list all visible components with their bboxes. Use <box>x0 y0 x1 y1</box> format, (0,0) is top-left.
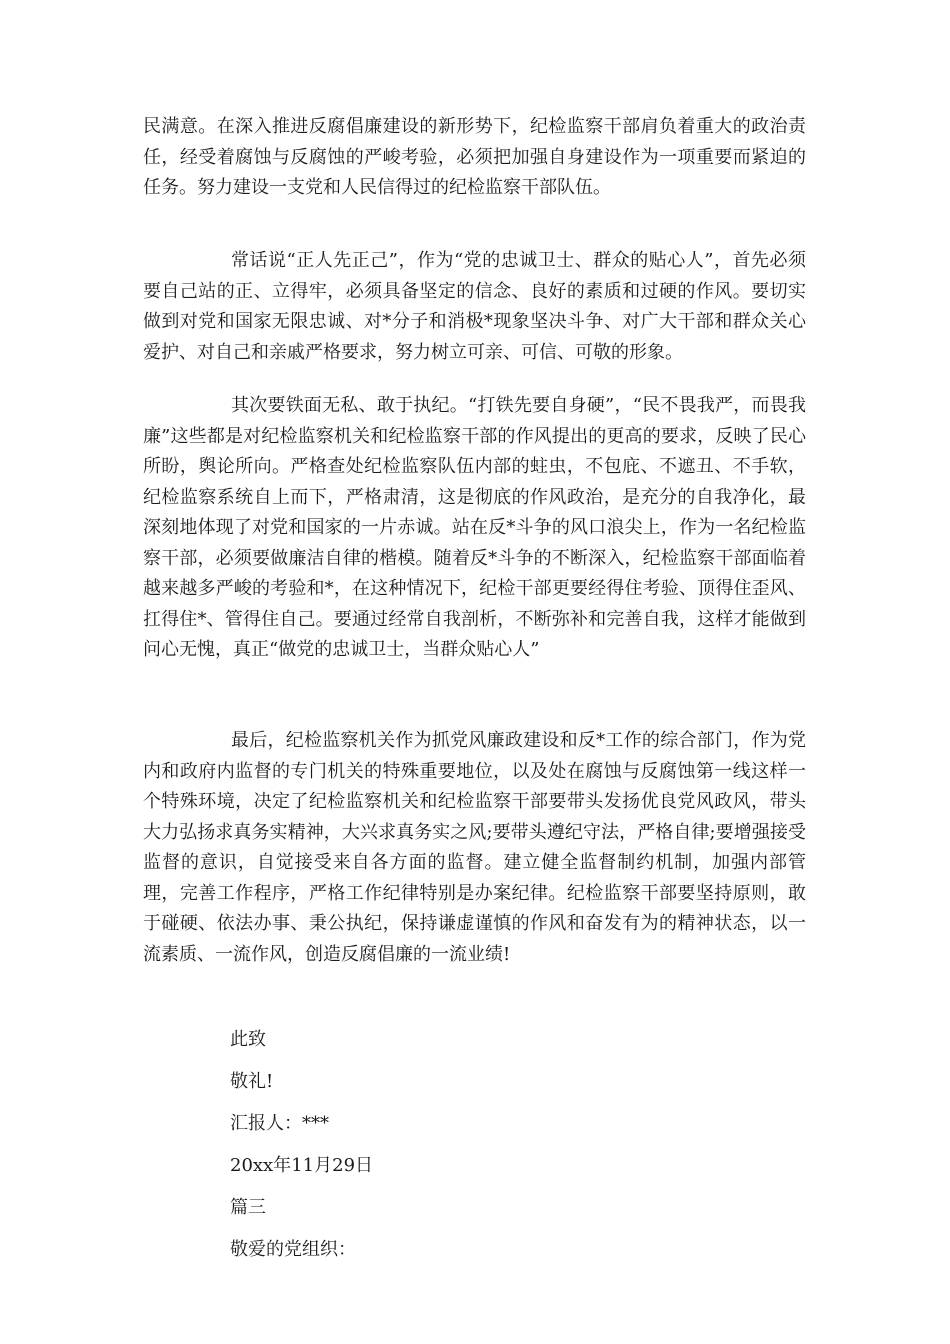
salutation: 此致 <box>230 1029 266 1050</box>
section-heading: 篇三 <box>230 1197 266 1218</box>
paragraph-2: 常话说“正人先正己”，作为“党的忠诚卫士、群众的贴心人”，首先必须要自己站的正、立得牢，必须具备坚定的信念、良好的素质和过硬的作风。要切实做到对党和国家无限忠诚、对*分子和消极*现象坚决斗争、对广大干部和群众关心爱护、对自己和亲戚严格要求，努力树立可亲、可信、可敬的形象。 <box>143 250 806 363</box>
paragraph-2-block <box>143 246 806 368</box>
report-date: 20xx年11月29日 <box>230 1155 374 1176</box>
regards: 敬礼! <box>230 1071 274 1092</box>
paragraph-3: 其次要铁面无私、敢于执纪。“打铁先要自身硬”，“民不畏我严，而畏我廉”这些都是对纪检监察机关和纪检监察干部的作风提出的更高的要求，反映了民心所盼，舆论所向。严格查处纪检监察队伍内部的蛀虫，不包庇、不遮丑、不手软，纪检监察系统自上而下，严格肃清，这是彻底的作风政治，是充分的自我净化，最深刻地体现了对党和国家的一片赤诚。站在反*斗争的风口浪尖上，作为一名纪检监察干部，必须要做廉洁自律的楷模。随着反*斗争的不断深入，纪检监察干部面临着越来越多严峻的考验和*，在这种情况下，纪检干部更要经得住考验、顶得住歪风、扛得住*、管得住自己。要通过经常自我剖析，不断弥补和完善自我，这样才能做到问心无愧，真正“做党的忠诚卫士，当群众贴心人” <box>143 395 806 660</box>
paragraph-1: 民满意。在深入推进反腐倡廉建设的新形势下，纪检监察干部肩负着重大的政治责任，经受着腐蚀与反腐蚀的严峻考验，必须把加强自身建设作为一项重要而紧迫的任务。努力建设一支党和人民信得过的纪检监察干部队伍。 <box>143 116 806 198</box>
paragraph-4-block <box>143 726 806 970</box>
greeting: 敬爱的党组织： <box>230 1239 356 1260</box>
reporter-line: 汇报人：*** <box>230 1113 329 1134</box>
paragraph-4: 最后，纪检监察机关作为抓党风廉政建设和反*工作的综合部门，作为党内和政府内监督的专门机关的特殊重要地位，以及处在腐蚀与反腐蚀第一线这样一个特殊环境，决定了纪检监察机关和纪检监察干部要带头发扬优良党风政风，带头大力弘扬求真务实精神，大兴求真务实之风;要带头遵纪守法，严格自律;要增强接受监督的意识，自觉接受来自各方面的监督。建立健全监督制约机制，加强内部管理，完善工作程序，严格工作纪律特别是办案纪律。纪检监察干部要坚持原则，敢于碰硬、依法办事、秉公执纪，保持谦虚谨慎的作风和奋发有为的精神状态，以一流素质、一流作风，创造反腐倡廉的一流业绩! <box>143 730 806 965</box>
paragraph-3-block <box>143 391 806 666</box>
paragraph-1-block <box>143 112 806 204</box>
